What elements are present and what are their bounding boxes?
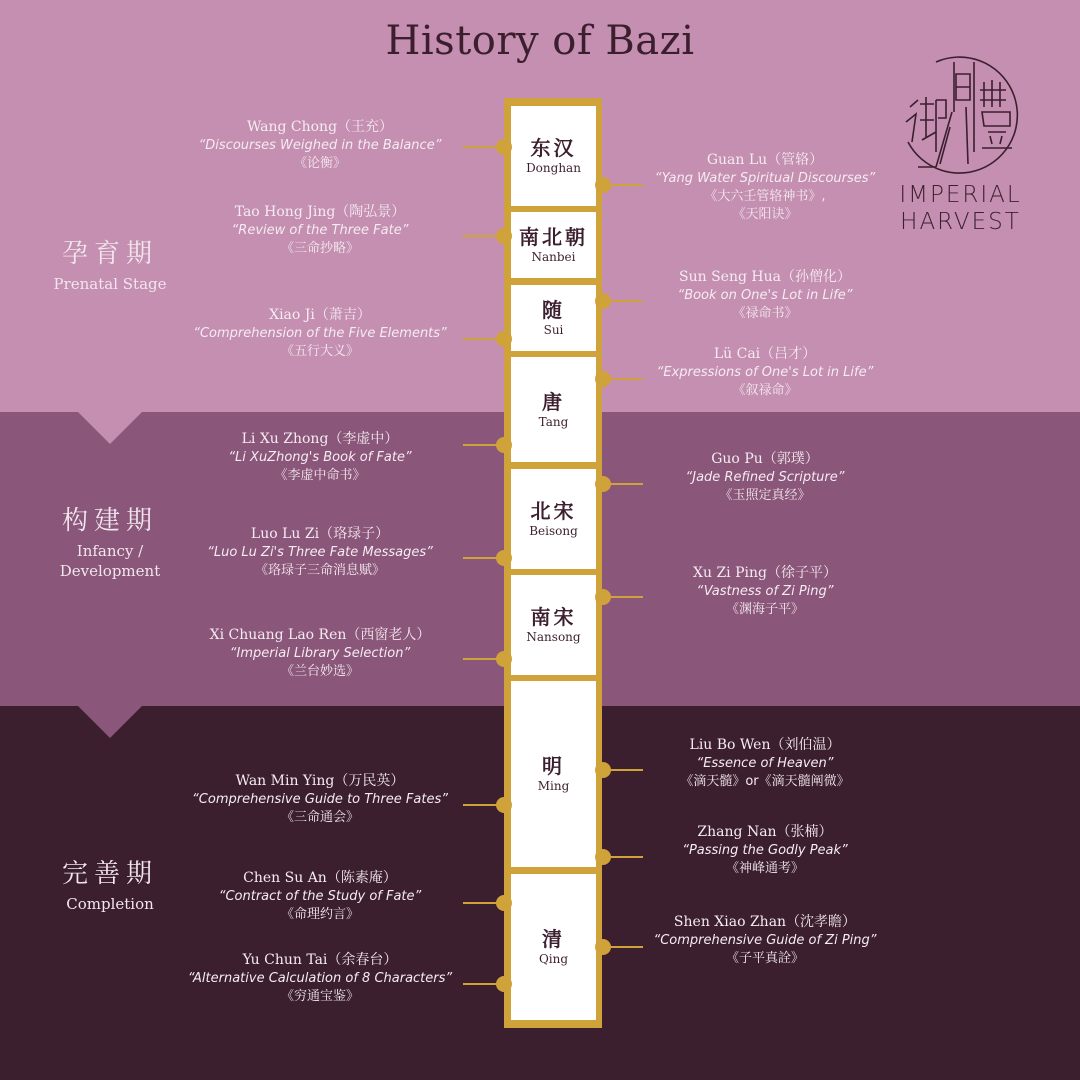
scholar-entry xyxy=(170,524,470,580)
scholar-entry xyxy=(170,625,470,681)
era-en: Tang xyxy=(538,414,569,429)
era-donghan xyxy=(511,106,596,206)
work-title-en: “Li XuZhong's Book of Fate” xyxy=(228,450,412,465)
work-title-en: “Jade Refined Scripture” xyxy=(685,470,845,485)
era-nansong xyxy=(511,575,596,675)
scholar-name: Lü Cai（吕才） xyxy=(713,346,817,362)
connector-dot xyxy=(496,437,512,453)
work-title-zh: 《穷通宝鉴》 xyxy=(280,989,359,1004)
scholar-name: Liu Bo Wen（刘伯温） xyxy=(689,737,841,753)
stage-zh: 完善期 xyxy=(61,859,158,889)
work-title-en: “Comprehension of the Five Elements” xyxy=(193,326,447,341)
work-title-en: “Imperial Library Selection” xyxy=(229,646,411,661)
work-title-zh: 《命理约言》 xyxy=(280,907,359,922)
work-title-zh: 《三命抄略》 xyxy=(280,241,359,256)
work-title-zh: 《大六壬管辂神书》, xyxy=(704,189,826,204)
stage-divider-arrow xyxy=(78,706,142,738)
connector-dot xyxy=(595,177,611,193)
work-title-en: “Essence of Heaven” xyxy=(696,756,834,771)
scholar-entry xyxy=(615,344,915,400)
connector-dot xyxy=(595,293,611,309)
work-title-en: “Comprehensive Guide to Three Fates” xyxy=(192,792,448,807)
work-title-zh: 《兰台妙选》 xyxy=(280,664,359,679)
scholar-entry xyxy=(615,912,915,968)
scholar-name: Li Xu Zhong（李虚中） xyxy=(241,431,399,447)
work-title-en: “Expressions of One's Lot in Life” xyxy=(656,365,874,380)
connector-dot xyxy=(496,550,512,566)
scholar-name: Guo Pu（郭璞） xyxy=(711,451,819,467)
work-title-en: “Review of the Three Fate” xyxy=(231,223,409,238)
stage-en-line1: Infancy / xyxy=(76,542,144,560)
era-zh: 北宋 xyxy=(530,499,577,523)
connector-dot xyxy=(595,939,611,955)
scholar-name: Wan Min Ying（万民英） xyxy=(235,773,405,789)
page-title: History of Bazi xyxy=(385,18,695,64)
work-title-en: “Contract of the Study of Fate” xyxy=(218,889,422,904)
era-zh: 清 xyxy=(542,927,565,951)
work-title-zh: 《五行大义》 xyxy=(280,344,359,359)
stage-zh: 构建期 xyxy=(61,506,158,536)
era-zh: 南宋 xyxy=(530,605,577,629)
scholar-name: Wang Chong（王充） xyxy=(246,119,394,135)
work-title-zh: 《叙禄命》 xyxy=(732,383,798,398)
stage-zh: 孕育期 xyxy=(61,239,158,269)
work-title-zh: 《子平真詮》 xyxy=(725,951,804,966)
era-en: Sui xyxy=(543,323,564,337)
work-title-en: “Luo Lu Zi's Three Fate Messages” xyxy=(207,545,433,560)
era-en: Ming xyxy=(537,779,570,793)
scholar-entry xyxy=(170,868,470,924)
scholar-name: Xu Zi Ping（徐子平） xyxy=(693,565,837,581)
scholar-name: Guan Lu（管辂） xyxy=(706,152,824,168)
work-title-zh: 《玉照定真经》 xyxy=(719,488,811,503)
era-beisong xyxy=(511,469,596,569)
scholar-name: Tao Hong Jing（陶弘景） xyxy=(234,204,406,220)
work-title-zh: 《论衡》 xyxy=(293,156,346,171)
work-title-en: “Book on One's Lot in Life” xyxy=(677,288,853,303)
scholar-entry xyxy=(170,305,470,361)
work-title-en: “Comprehensive Guide of Zi Ping” xyxy=(653,933,877,948)
logo-text-line2: HARVEST xyxy=(900,209,1021,235)
scholar-name: Yu Chun Tai（余春台） xyxy=(242,952,398,968)
scholar-name: Chen Su An（陈素庵） xyxy=(243,870,397,886)
scholar-entry xyxy=(170,429,470,485)
connector-dot xyxy=(595,849,611,865)
work-title-zh: 《三命通会》 xyxy=(280,810,359,825)
scholar-entry xyxy=(170,771,470,827)
stage-divider-arrow xyxy=(78,412,142,444)
scholar-entry xyxy=(615,267,915,323)
scholar-name: Luo Lu Zi（珞琭子） xyxy=(250,526,390,542)
era-en: Nanbei xyxy=(531,250,576,264)
work-title-zh: 《渊海子平》 xyxy=(725,602,804,617)
connector-dot xyxy=(496,139,512,155)
scholar-entry xyxy=(170,202,470,258)
stage-en: Completion xyxy=(66,895,154,913)
work-title-zh: 《禄命书》 xyxy=(732,306,798,321)
era-ming xyxy=(511,681,596,867)
work-title-zh: 《神峰通考》 xyxy=(725,861,804,876)
era-nanbei xyxy=(511,212,596,278)
era-zh: 南北朝 xyxy=(519,225,588,249)
era-en: Beisong xyxy=(529,524,578,538)
scholar-name: Sun Seng Hua（孙僧化） xyxy=(679,269,851,285)
scholar-entry xyxy=(615,735,915,791)
logo-mark-icon xyxy=(896,52,1026,182)
work-title-zh-alt: 《天阳诀》 xyxy=(732,207,798,222)
connector-dot xyxy=(595,371,611,387)
work-title-en: “Yang Water Spiritual Discourses” xyxy=(654,171,876,186)
scholar-entry xyxy=(615,822,915,878)
work-title-zh: 《李虚中命书》 xyxy=(274,468,366,483)
logo-text-line1: IMPERIAL xyxy=(899,182,1022,208)
connector-dot xyxy=(595,476,611,492)
timeline-column xyxy=(504,98,602,1028)
connector-dot xyxy=(496,797,512,813)
connector-dot xyxy=(595,589,611,605)
scholar-entry xyxy=(170,950,470,1006)
scholar-name: Shen Xiao Zhan（沈孝瞻） xyxy=(673,914,857,930)
connector-dot xyxy=(595,762,611,778)
connector-dot xyxy=(496,895,512,911)
work-title-zh: 《滴天髓》or《滴天髓阐微》 xyxy=(680,774,850,789)
connector-dot xyxy=(496,976,512,992)
era-zh: 唐 xyxy=(542,389,565,414)
scholar-entry xyxy=(170,117,470,173)
era-en: Qing xyxy=(538,952,569,966)
stage-en: Prenatal Stage xyxy=(53,275,167,293)
scholar-entry xyxy=(615,563,915,619)
stage-en-line2: Development xyxy=(59,562,161,580)
connector-dot xyxy=(496,331,512,347)
connector-dot xyxy=(496,228,512,244)
era-en: Donghan xyxy=(526,161,581,175)
era-en: Nansong xyxy=(526,630,581,644)
era-qing xyxy=(511,874,596,1020)
scholar-entry xyxy=(615,150,915,224)
scholar-name: Zhang Nan（张楠） xyxy=(697,824,833,840)
era-zh: 明 xyxy=(542,754,565,778)
era-sui xyxy=(511,285,596,351)
era-zh: 随 xyxy=(542,298,565,322)
work-title-en: “Alternative Calculation of 8 Characters” xyxy=(187,971,453,986)
scholar-name: Xi Chuang Lao Ren（西窗老人） xyxy=(209,627,431,643)
connector-dot xyxy=(496,651,512,667)
work-title-en: “Passing the Godly Peak” xyxy=(682,843,848,858)
era-tang xyxy=(511,357,596,462)
scholar-entry xyxy=(615,449,915,505)
era-zh: 东汉 xyxy=(530,136,577,160)
scholar-name: Xiao Ji（萧吉） xyxy=(269,307,371,323)
work-title-zh: 《珞琭子三命消息赋》 xyxy=(254,563,385,578)
work-title-en: “Vastness of Zi Ping” xyxy=(696,584,834,599)
work-title-en: “Discourses Weighed in the Balance” xyxy=(198,138,442,153)
